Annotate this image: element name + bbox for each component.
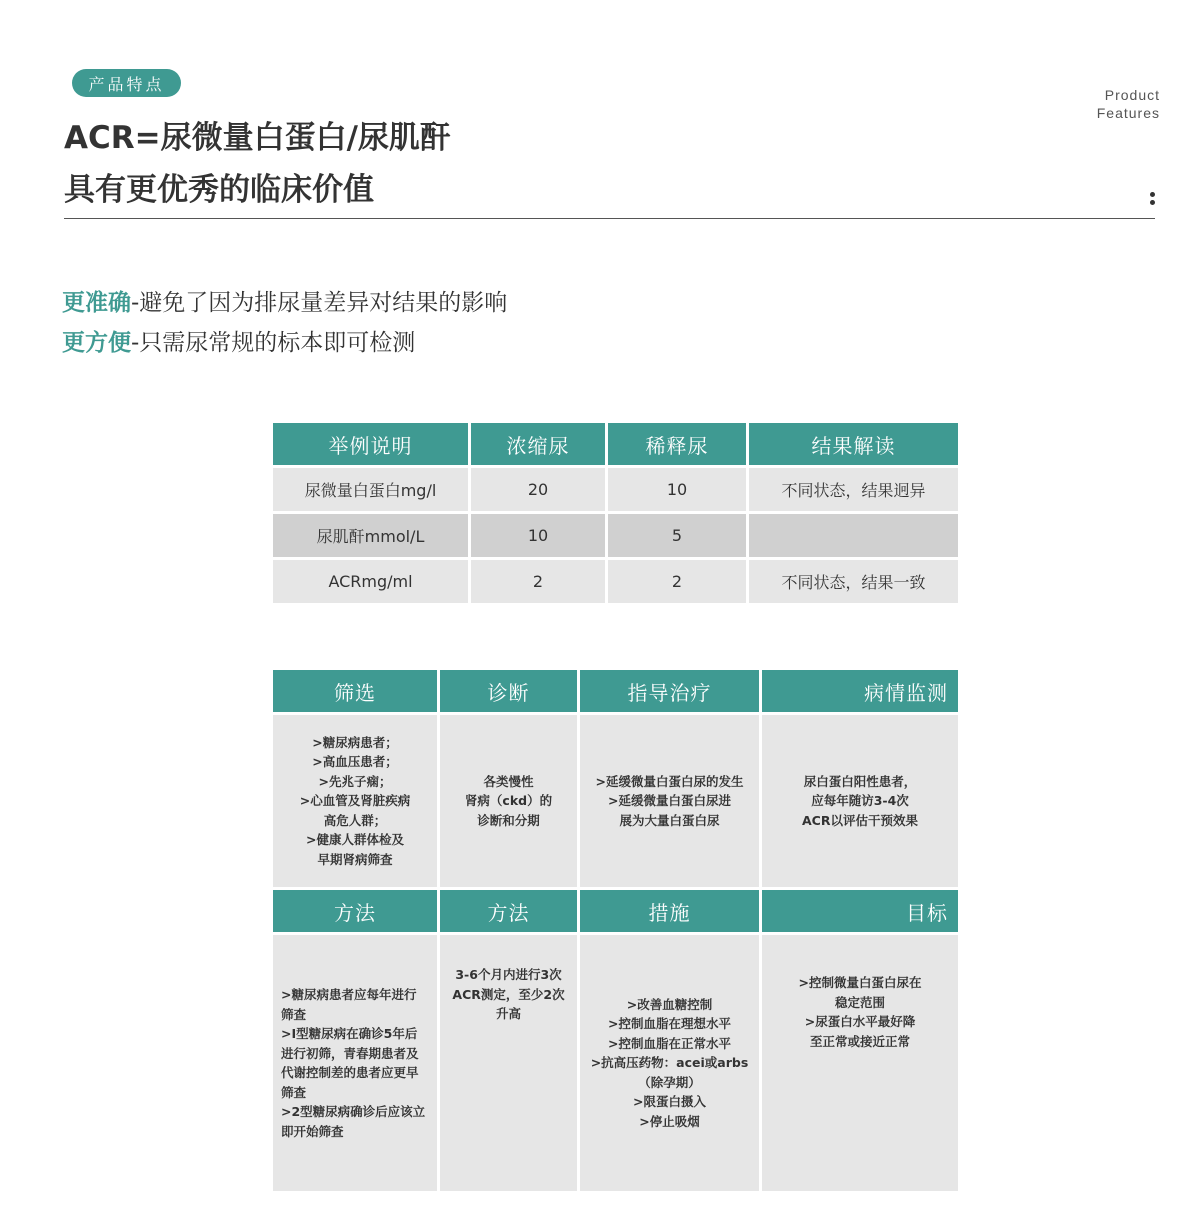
title-line-2: 具有更优秀的临床价值 (64, 172, 374, 208)
feature-highlight: 更准确 (62, 290, 131, 316)
cell-line: >I型糖尿病在确诊5年后 (281, 1026, 418, 1041)
table-cell: ACRmg/ml (273, 560, 468, 603)
table-header-cell: 稀释尿 (608, 423, 746, 465)
table-row (273, 715, 958, 887)
feature-highlight: 更方便 (62, 330, 131, 356)
table-cell: 尿肌酐mmol/L (273, 514, 468, 557)
method-frequency-cell (440, 935, 577, 1191)
cell-line: >心血管及肾脏疾病 (299, 793, 411, 809)
table-header-cell: 方法 (440, 890, 577, 932)
treatment-cell (580, 715, 759, 887)
cell-line: 筛查 (281, 1006, 307, 1022)
table-header-row (273, 670, 958, 712)
measures-cell (580, 935, 759, 1191)
cell-line: 早期肾病筛查 (317, 851, 393, 867)
cell-line: >限蛋白摄入 (633, 1094, 706, 1110)
table-header-row (273, 423, 958, 465)
more-dots-icon (1150, 192, 1155, 208)
table-row (273, 935, 958, 1191)
english-tag (1097, 86, 1160, 122)
table-cell: 尿微量白蛋白mg/l (273, 468, 468, 511)
cell-line: 高危人群； (323, 812, 387, 828)
table-cell: 2 (471, 560, 605, 603)
table-row (273, 560, 958, 603)
cell-line: >尿蛋白水平最好降 (804, 1014, 916, 1029)
cell-line: >抗高压药物：acei或arbs (590, 1055, 749, 1071)
table-cell: 10 (471, 514, 605, 557)
table-header-cell: 结果解读 (749, 423, 958, 465)
table-header-cell: 病情监测 (762, 670, 958, 712)
goal-cell (762, 935, 958, 1191)
table-cell: 5 (608, 514, 746, 557)
cell-line: 应每年随访3-4次 (811, 793, 909, 809)
cell-line: >控制微量白蛋白尿在 (798, 975, 922, 990)
divider (64, 218, 1155, 219)
cell-line: 稳定范围 (834, 994, 885, 1010)
cell-line: 3-6个月内进行3次 (455, 967, 562, 982)
cell-line: >健康人群体检及 (306, 832, 404, 848)
table-header-cell: 方法 (273, 890, 437, 932)
table-cell: 不同状态，结果一致 (749, 560, 958, 603)
monitoring-cell (762, 715, 958, 887)
table-row (273, 514, 958, 557)
feature-item (62, 283, 507, 323)
table-cell: 20 (471, 468, 605, 511)
table-header-row (273, 890, 958, 932)
clinical-use-table (270, 667, 961, 1194)
cell-line: 代谢控制差的患者应更早 (281, 1065, 419, 1080)
cell-line: 升高 (495, 1006, 521, 1021)
method-cell (273, 935, 437, 1191)
cell-line: 进行初筛，青春期患者及 (281, 1045, 419, 1061)
table-header-cell: 指导治疗 (580, 670, 759, 712)
cell-line: 诊断和分期 (477, 812, 540, 828)
cell-line: （除孕期） (638, 1074, 701, 1090)
feature-text: -避免了因为排尿量差异对结果的影响 (131, 290, 508, 316)
table-header-cell: 举例说明 (273, 423, 468, 465)
cell-line: 尿白蛋白阳性患者， (803, 773, 917, 789)
cell-line: >延缓微量白蛋白尿的发生 (595, 773, 744, 789)
cell-line: >控制血脂在正常水平 (608, 1035, 731, 1051)
english-tag-line-2: Features (1096, 105, 1160, 121)
table-cell: 不同状态，结果迥异 (749, 468, 958, 511)
cell-line: >糖尿病患者； (312, 734, 398, 750)
cell-line: 展为大量白蛋白尿 (619, 812, 720, 828)
table-cell: 2 (608, 560, 746, 603)
cell-line: >糖尿病患者应每年进行 (281, 987, 417, 1002)
cell-line: >停止吸烟 (639, 1113, 700, 1129)
feature-list (62, 283, 507, 363)
table-header-cell: 浓缩尿 (471, 423, 605, 465)
screening-cell (273, 715, 437, 887)
table-header-cell: 筛选 (273, 670, 437, 712)
english-tag-line-1: Product (1104, 87, 1160, 103)
cell-line: >改善血糖控制 (626, 996, 713, 1012)
table-row (273, 468, 958, 511)
diagnosis-cell (440, 715, 577, 887)
table-cell: 10 (608, 468, 746, 511)
cell-line: >先兆子痫； (318, 773, 392, 789)
cell-line: ACR测定，至少2次 (452, 986, 565, 1002)
cell-line: 即开始筛查 (281, 1123, 344, 1139)
table-header-cell: 措施 (580, 890, 759, 932)
feature-item (62, 323, 507, 363)
cell-line: 至正常或接近正常 (809, 1033, 910, 1049)
table-cell (749, 514, 958, 557)
comparison-table (270, 420, 961, 606)
cell-line: ACR以评估干预效果 (802, 812, 918, 828)
cell-line: >2型糖尿病确诊后应该立 (281, 1104, 426, 1119)
product-features-badge: 产品特点 (72, 69, 181, 97)
cell-line: >延缓微量白蛋白尿进 (608, 793, 731, 809)
table-header-cell: 目标 (762, 890, 958, 932)
cell-line: 各类慢性 (483, 773, 534, 789)
page-title (64, 112, 451, 216)
title-line-1: ACR=尿微量白蛋白/尿肌酐 (64, 120, 451, 156)
cell-line: >高血压患者； (312, 754, 398, 770)
cell-line: >控制血脂在理想水平 (608, 1016, 731, 1032)
cell-line: 筛查 (281, 1084, 307, 1100)
table-header-cell: 诊断 (440, 670, 577, 712)
cell-line: 肾病（ckd）的 (464, 793, 553, 809)
feature-text: -只需尿常规的标本即可检测 (131, 330, 416, 356)
